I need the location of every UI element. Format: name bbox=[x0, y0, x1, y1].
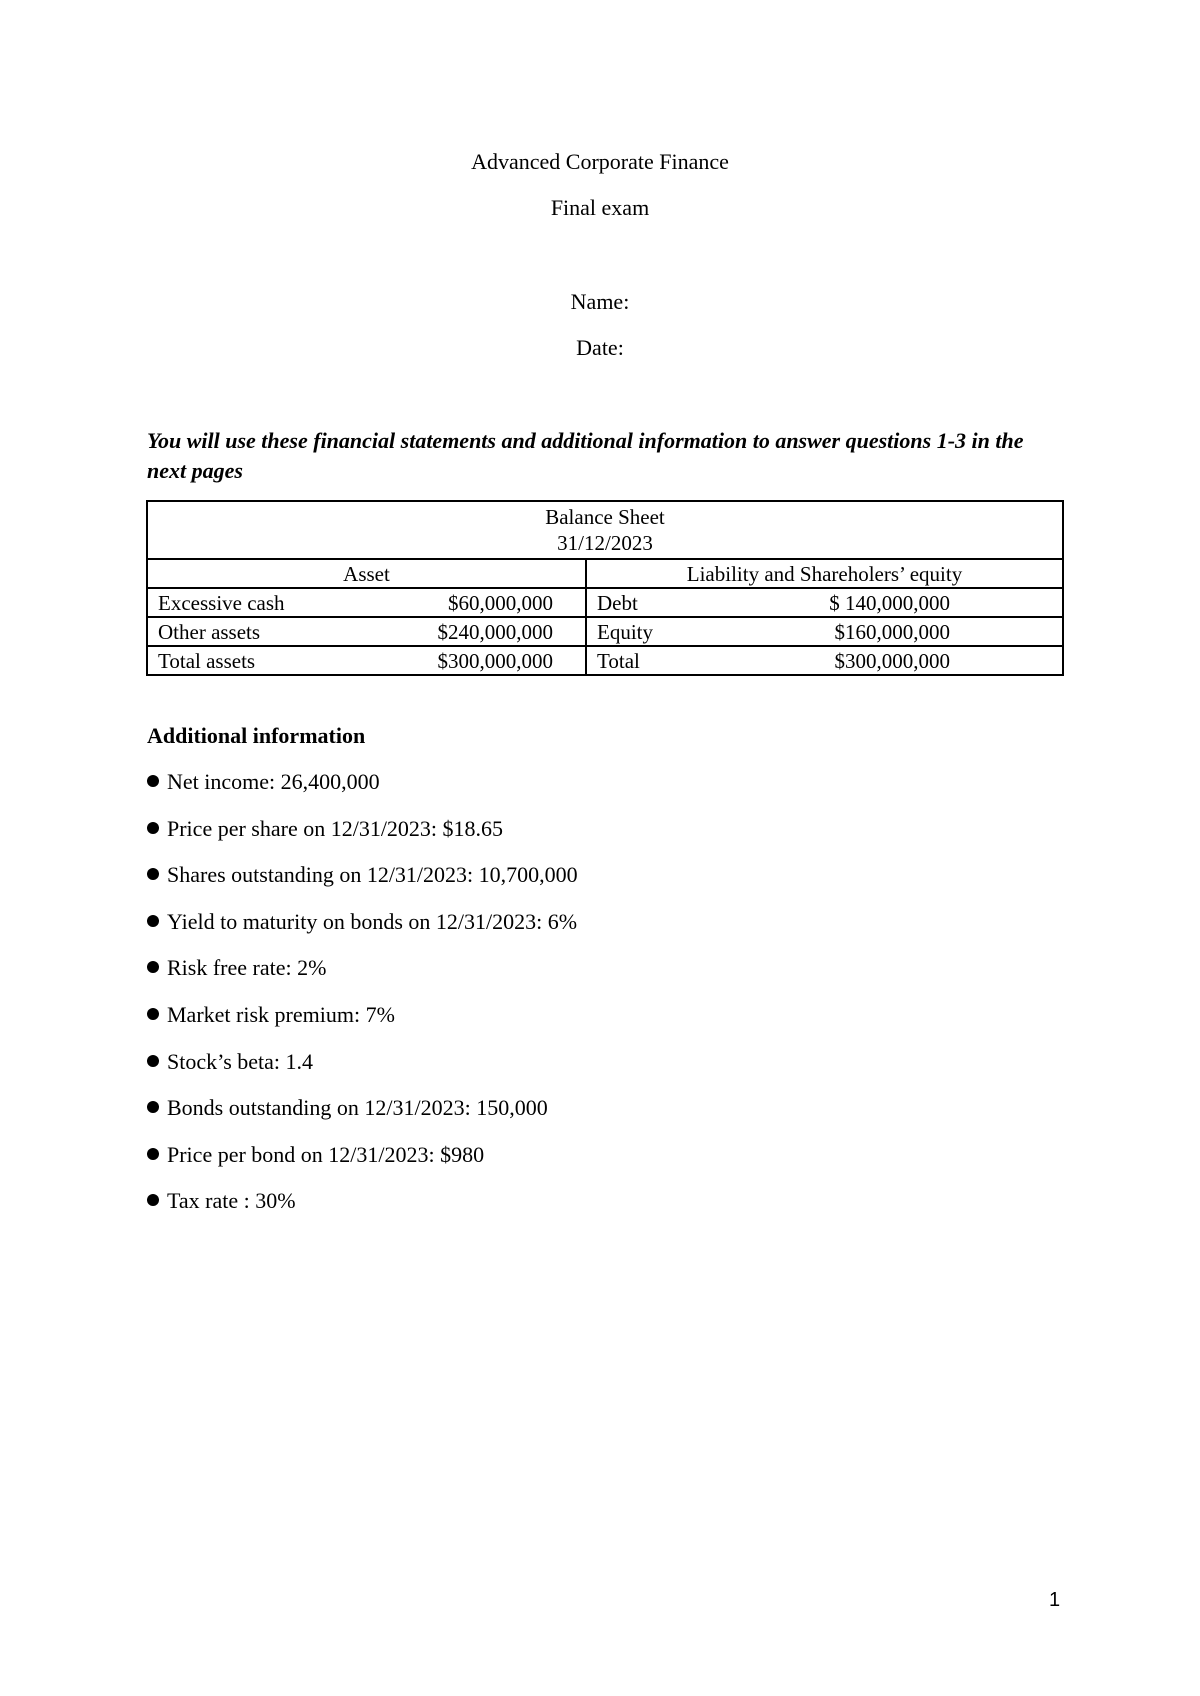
liability-value: $ 140,000,000 bbox=[829, 590, 950, 615]
list-item-text: Tax rate : 30% bbox=[167, 1188, 296, 1214]
liability-value: $160,000,000 bbox=[834, 619, 950, 644]
list-item-text: Price per bond on 12/31/2023: $980 bbox=[167, 1141, 485, 1167]
bullet-icon bbox=[147, 1148, 159, 1160]
list-item bbox=[147, 954, 578, 982]
balance-sheet-title-cell bbox=[147, 501, 1063, 559]
asset-value: $300,000,000 bbox=[437, 648, 553, 673]
exam-title: Final exam bbox=[550, 195, 650, 220]
list-item bbox=[147, 1094, 578, 1122]
asset-label: Total assets bbox=[158, 648, 256, 673]
bullet-icon bbox=[147, 1055, 159, 1067]
list-item-text: Bonds outstanding on 12/31/2023: 150,000 bbox=[167, 1095, 548, 1121]
instruction-text: You will use these financial statements and additional information to answer questions 1-3 in the next pages bbox=[147, 428, 1024, 483]
asset-label: Other assets bbox=[158, 619, 261, 644]
liability-cell bbox=[586, 617, 1063, 646]
list-item-text: Yield to maturity on bonds on 12/31/2023: 6% bbox=[167, 908, 578, 934]
date-label: Date: bbox=[576, 335, 624, 360]
list-item-text: Risk free rate: 2% bbox=[167, 955, 327, 981]
list-item bbox=[147, 815, 578, 843]
balance-sheet-date: 31/12/2023 bbox=[557, 531, 653, 555]
bullet-icon bbox=[147, 1101, 159, 1113]
list-item bbox=[147, 861, 578, 889]
list-item-text: Stock’s beta: 1.4 bbox=[167, 1048, 314, 1074]
asset-label: Excessive cash bbox=[158, 590, 285, 615]
asset-header: Asset bbox=[147, 559, 586, 588]
course-title: Advanced Corporate Finance bbox=[471, 149, 729, 174]
balance-sheet-title: Balance Sheet bbox=[545, 505, 665, 529]
table-row bbox=[147, 646, 1063, 675]
bullet-icon bbox=[147, 915, 159, 927]
asset-cell bbox=[147, 617, 586, 646]
name-label: Name: bbox=[570, 289, 630, 314]
list-item bbox=[147, 908, 578, 936]
list-item-text: Shares outstanding on 12/31/2023: 10,700,000 bbox=[167, 862, 578, 888]
liability-header: Liability and Shareholers’ equity bbox=[586, 559, 1063, 588]
list-item bbox=[147, 768, 578, 796]
bullet-icon bbox=[147, 1194, 159, 1206]
liability-label: Debt bbox=[597, 590, 638, 615]
list-item bbox=[147, 1187, 578, 1215]
asset-value: $60,000,000 bbox=[448, 590, 553, 615]
bullet-icon bbox=[147, 868, 159, 880]
table-row bbox=[147, 588, 1063, 617]
list-item bbox=[147, 1141, 578, 1169]
additional-info-heading: Additional information bbox=[147, 723, 366, 748]
liability-label: Equity bbox=[597, 619, 653, 644]
liability-cell bbox=[586, 588, 1063, 617]
liability-label: Total bbox=[597, 648, 640, 673]
list-item-text: Price per share on 12/31/2023: $18.65 bbox=[167, 815, 504, 841]
bullet-icon bbox=[147, 1008, 159, 1020]
bullet-icon bbox=[147, 822, 159, 834]
balance-sheet-title-row bbox=[147, 501, 1063, 559]
bullet-icon bbox=[147, 961, 159, 973]
balance-sheet-header-row bbox=[147, 559, 1063, 588]
balance-sheet-table bbox=[146, 500, 1064, 676]
list-item bbox=[147, 1001, 578, 1029]
additional-info-list bbox=[147, 768, 578, 1234]
bullet-icon bbox=[147, 775, 159, 787]
list-item-text: Market risk premium: 7% bbox=[167, 1001, 395, 1027]
asset-cell bbox=[147, 646, 586, 675]
liability-cell bbox=[586, 646, 1063, 675]
list-item bbox=[147, 1048, 578, 1076]
liability-value: $300,000,000 bbox=[834, 648, 950, 673]
list-item-text: Net income: 26,400,000 bbox=[167, 769, 380, 794]
table-row bbox=[147, 617, 1063, 646]
asset-cell bbox=[147, 588, 586, 617]
asset-value: $240,000,000 bbox=[437, 619, 553, 644]
page-number: 1 bbox=[1049, 1589, 1061, 1611]
